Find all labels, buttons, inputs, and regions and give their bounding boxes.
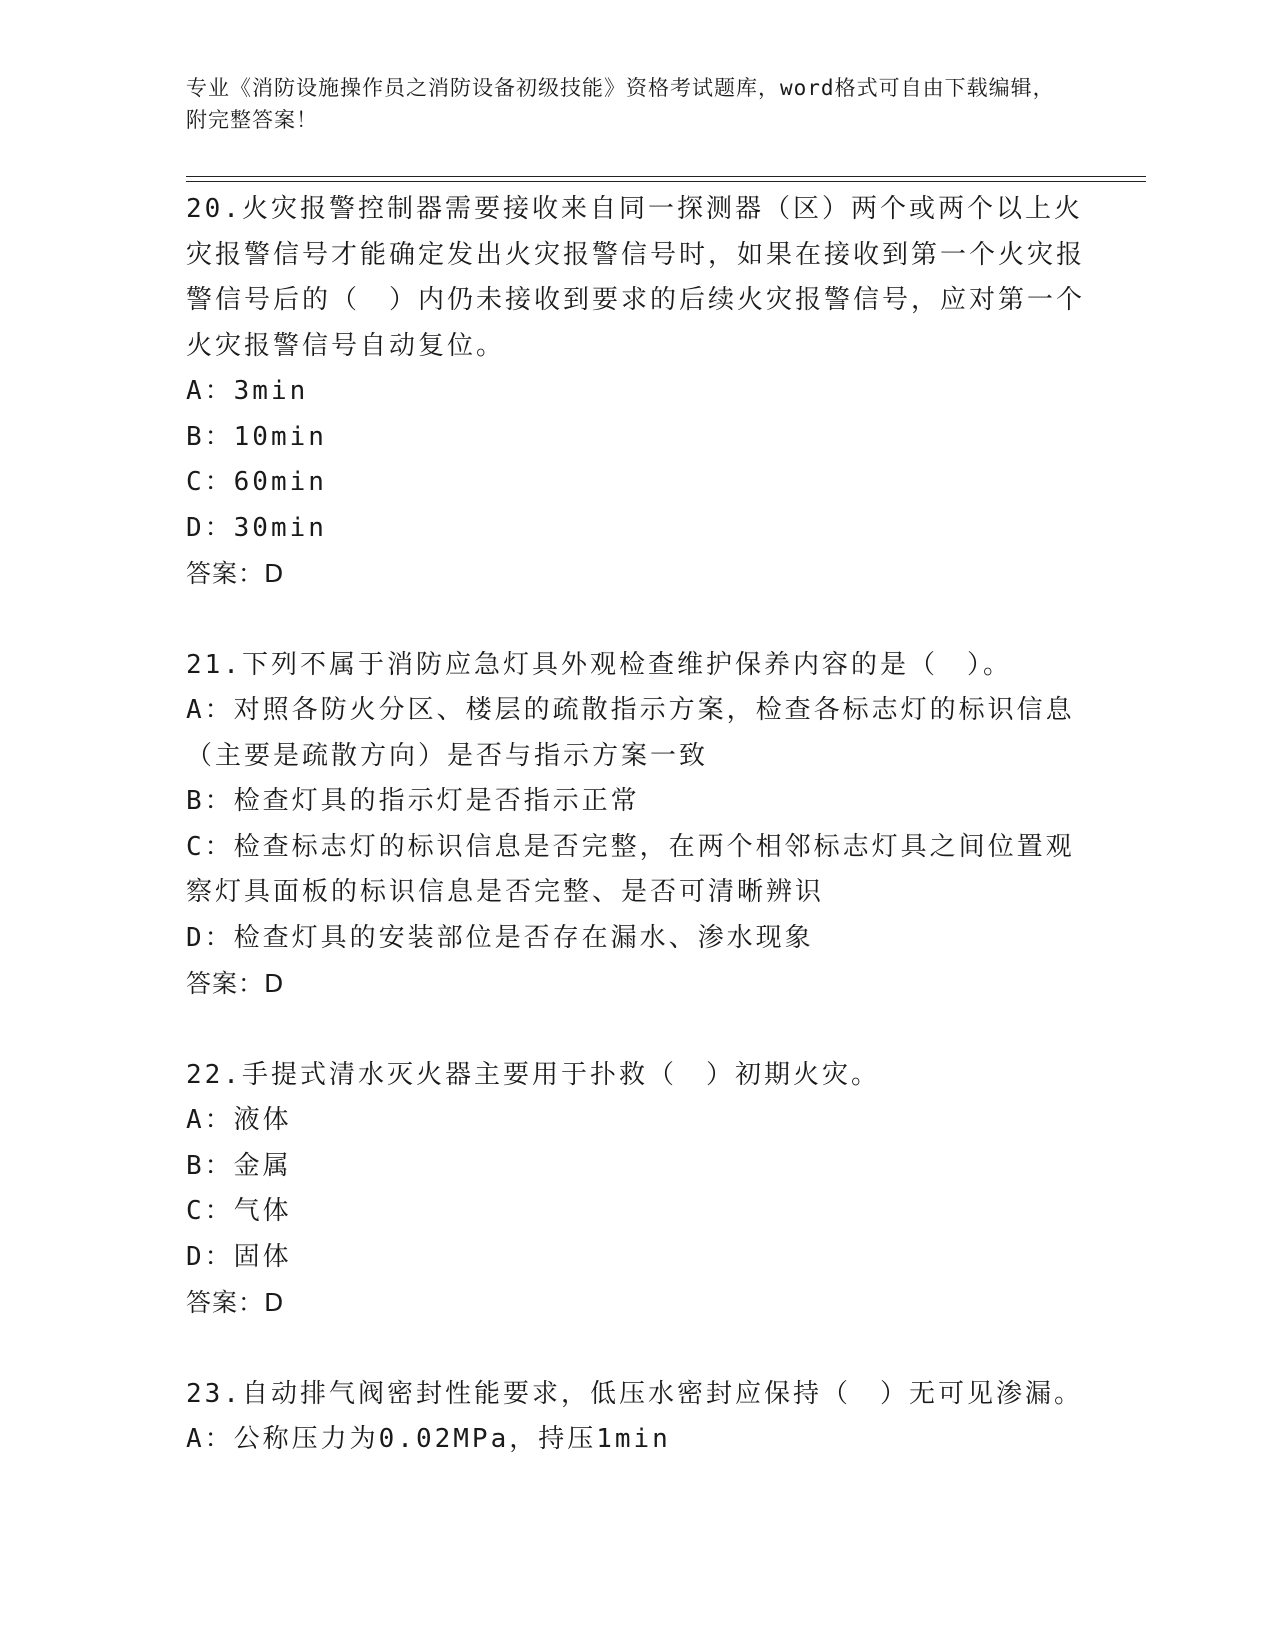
header-rule-bottom <box>186 181 1146 182</box>
option-b: B：检查灯具的指示灯是否指示正常 <box>186 786 640 816</box>
option-c: C：检查标志灯的标识信息是否完整，在两个相邻标志灯具之间位置观察灯具面板的标识信息是否完整、是否可清晰辨识 <box>186 831 1075 907</box>
option-c: C：气体 <box>186 1196 292 1226</box>
question-stem: 22.手提式清水灭火器主要用于扑救（ ）初期火灾。 <box>186 1059 880 1090</box>
question-22 <box>186 1053 1086 1326</box>
header-rule-top <box>186 176 1146 177</box>
question-23 <box>186 1372 1086 1463</box>
answer: 答案：D <box>186 1288 285 1317</box>
option-a: A：公称压力为0.02MPa，持压1min <box>186 1424 671 1454</box>
question-stem: 20.火灾报警控制器需要接收来自同一探测器（区）两个或两个以上火灾报警信号才能确定发出火灾报警信号时，如果在接收到第一个火灾报警信号后的（ ）内仍未接收到要求的后续火灾报警信号，应对第一个火灾报警信号自动复位。 <box>186 194 1086 361</box>
document-header: 专业《消防设施操作员之消防设备初级技能》资格考试题库，word格式可自由下载编辑，附完整答案！ <box>186 76 1055 132</box>
question-stem: 21.下列不属于消防应急灯具外观检查维护保养内容的是（ ）。 <box>186 649 1012 680</box>
answer: 答案：D <box>186 969 285 998</box>
option-b: B：10min <box>186 421 327 452</box>
answer: 答案：D <box>186 559 285 588</box>
question-stem: 23.自动排气阀密封性能要求，低压水密封应保持（ ）无可见渗漏。 <box>186 1378 1083 1409</box>
option-a: A：对照各防火分区、楼层的疏散指示方案，检查各标志灯的标识信息（主要是疏散方向）是否与指示方案一致 <box>186 695 1075 771</box>
question-20 <box>186 187 1086 597</box>
option-c: C：60min <box>186 467 327 497</box>
question-21 <box>186 643 1086 1007</box>
option-d: D：固体 <box>186 1241 292 1272</box>
option-a: A：3min <box>186 376 309 406</box>
option-d: D：30min <box>186 512 327 543</box>
option-d: D：检查灯具的安装部位是否存在漏水、渗水现象 <box>186 922 814 953</box>
option-a: A：液体 <box>186 1105 292 1135</box>
question-list <box>186 187 1086 1463</box>
option-b: B：金属 <box>186 1150 292 1181</box>
